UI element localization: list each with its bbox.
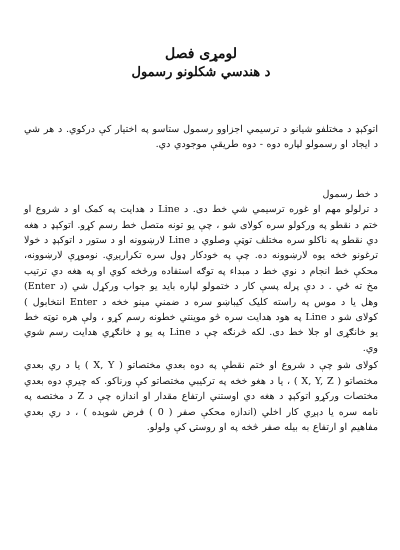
chapter-subtitle: د هندسي شکلونو رسمول xyxy=(131,65,271,80)
section-body xyxy=(24,202,378,435)
chapter-title: لومړی فصل xyxy=(165,46,237,62)
body-paragraph-1: د ترلولو مهم او غوره ترسيمي شي خط دی. د Line د هدايت په کمک او د شروع او ختم د نقطو په ورکولو سره کولای شو ، چې يو تونه متصل خط رسم کړو. اتوکېډ د هغه دي نقطو په ناکلو سره مختلف توټې وصلوي د Line لارښوونه او د ستور د اتوکېډ د خولا ترغونو خخه يوه لارښوونه ده. چې په خودکار ډول سره تکرارېږي. نوموړې لارښوونه، محکې خط انجام د نوي خط د مبداء په توګه استفاده ورڅخه کوي او په هغه دي ترتيب مخ ته ځي . د دې پرله پسې کار د ختمولو لپاره بايد يو جواب ورکړل شي (د Enter) وهل يا د موس په راسته کليک کيباښو سره د ضمني مينو خخه د Enter انتخابول ) کولای شو د Line په هود هدايت سره څو موينتي خطونه رسم کړو ، ولې هره توټه خط يو خانګړی او جلا خط دی. لکه څرنګه چې د Line په يو ډ خانګړي هدايت رسم شوي وي. xyxy=(24,204,379,354)
intro-section xyxy=(24,122,378,153)
body-paragraph-2: کولای شو چې د شروع او ختم نقطې په دوه بعدي مختصاتو ( X, Y ) يا د ري بعدي مختصاتو ( X, Y, Z ) ، يا د هغو خخه په ترکيبي مختصاتو کې ورناکو. که چيرې دوه بعدي مختصات ورکړو اتوکېډ د هغه دي اوستني ارتفاع مقدار او اندازه چې د Z د مختصه په نامه سره يا دېږي کار اخلي (اندازه محکې صفر ( 0 ) فرض شوېده ) ، د ري بعدي مفاهيم او ارتفاع به بيله صفر څخه په او روستۍ کې ولولو. xyxy=(24,360,379,433)
section-title: د خط رسمول xyxy=(322,188,378,200)
intro-paragraph: اتوکېډ د مختلفو شيانو د ترسيمي اجزاوو رسمول ستاسو په اختيار کې درکوي. د هر شي د ايجاد او رسمولو لپاره دوه - دوه طريقې موجودي دي. xyxy=(24,124,378,151)
